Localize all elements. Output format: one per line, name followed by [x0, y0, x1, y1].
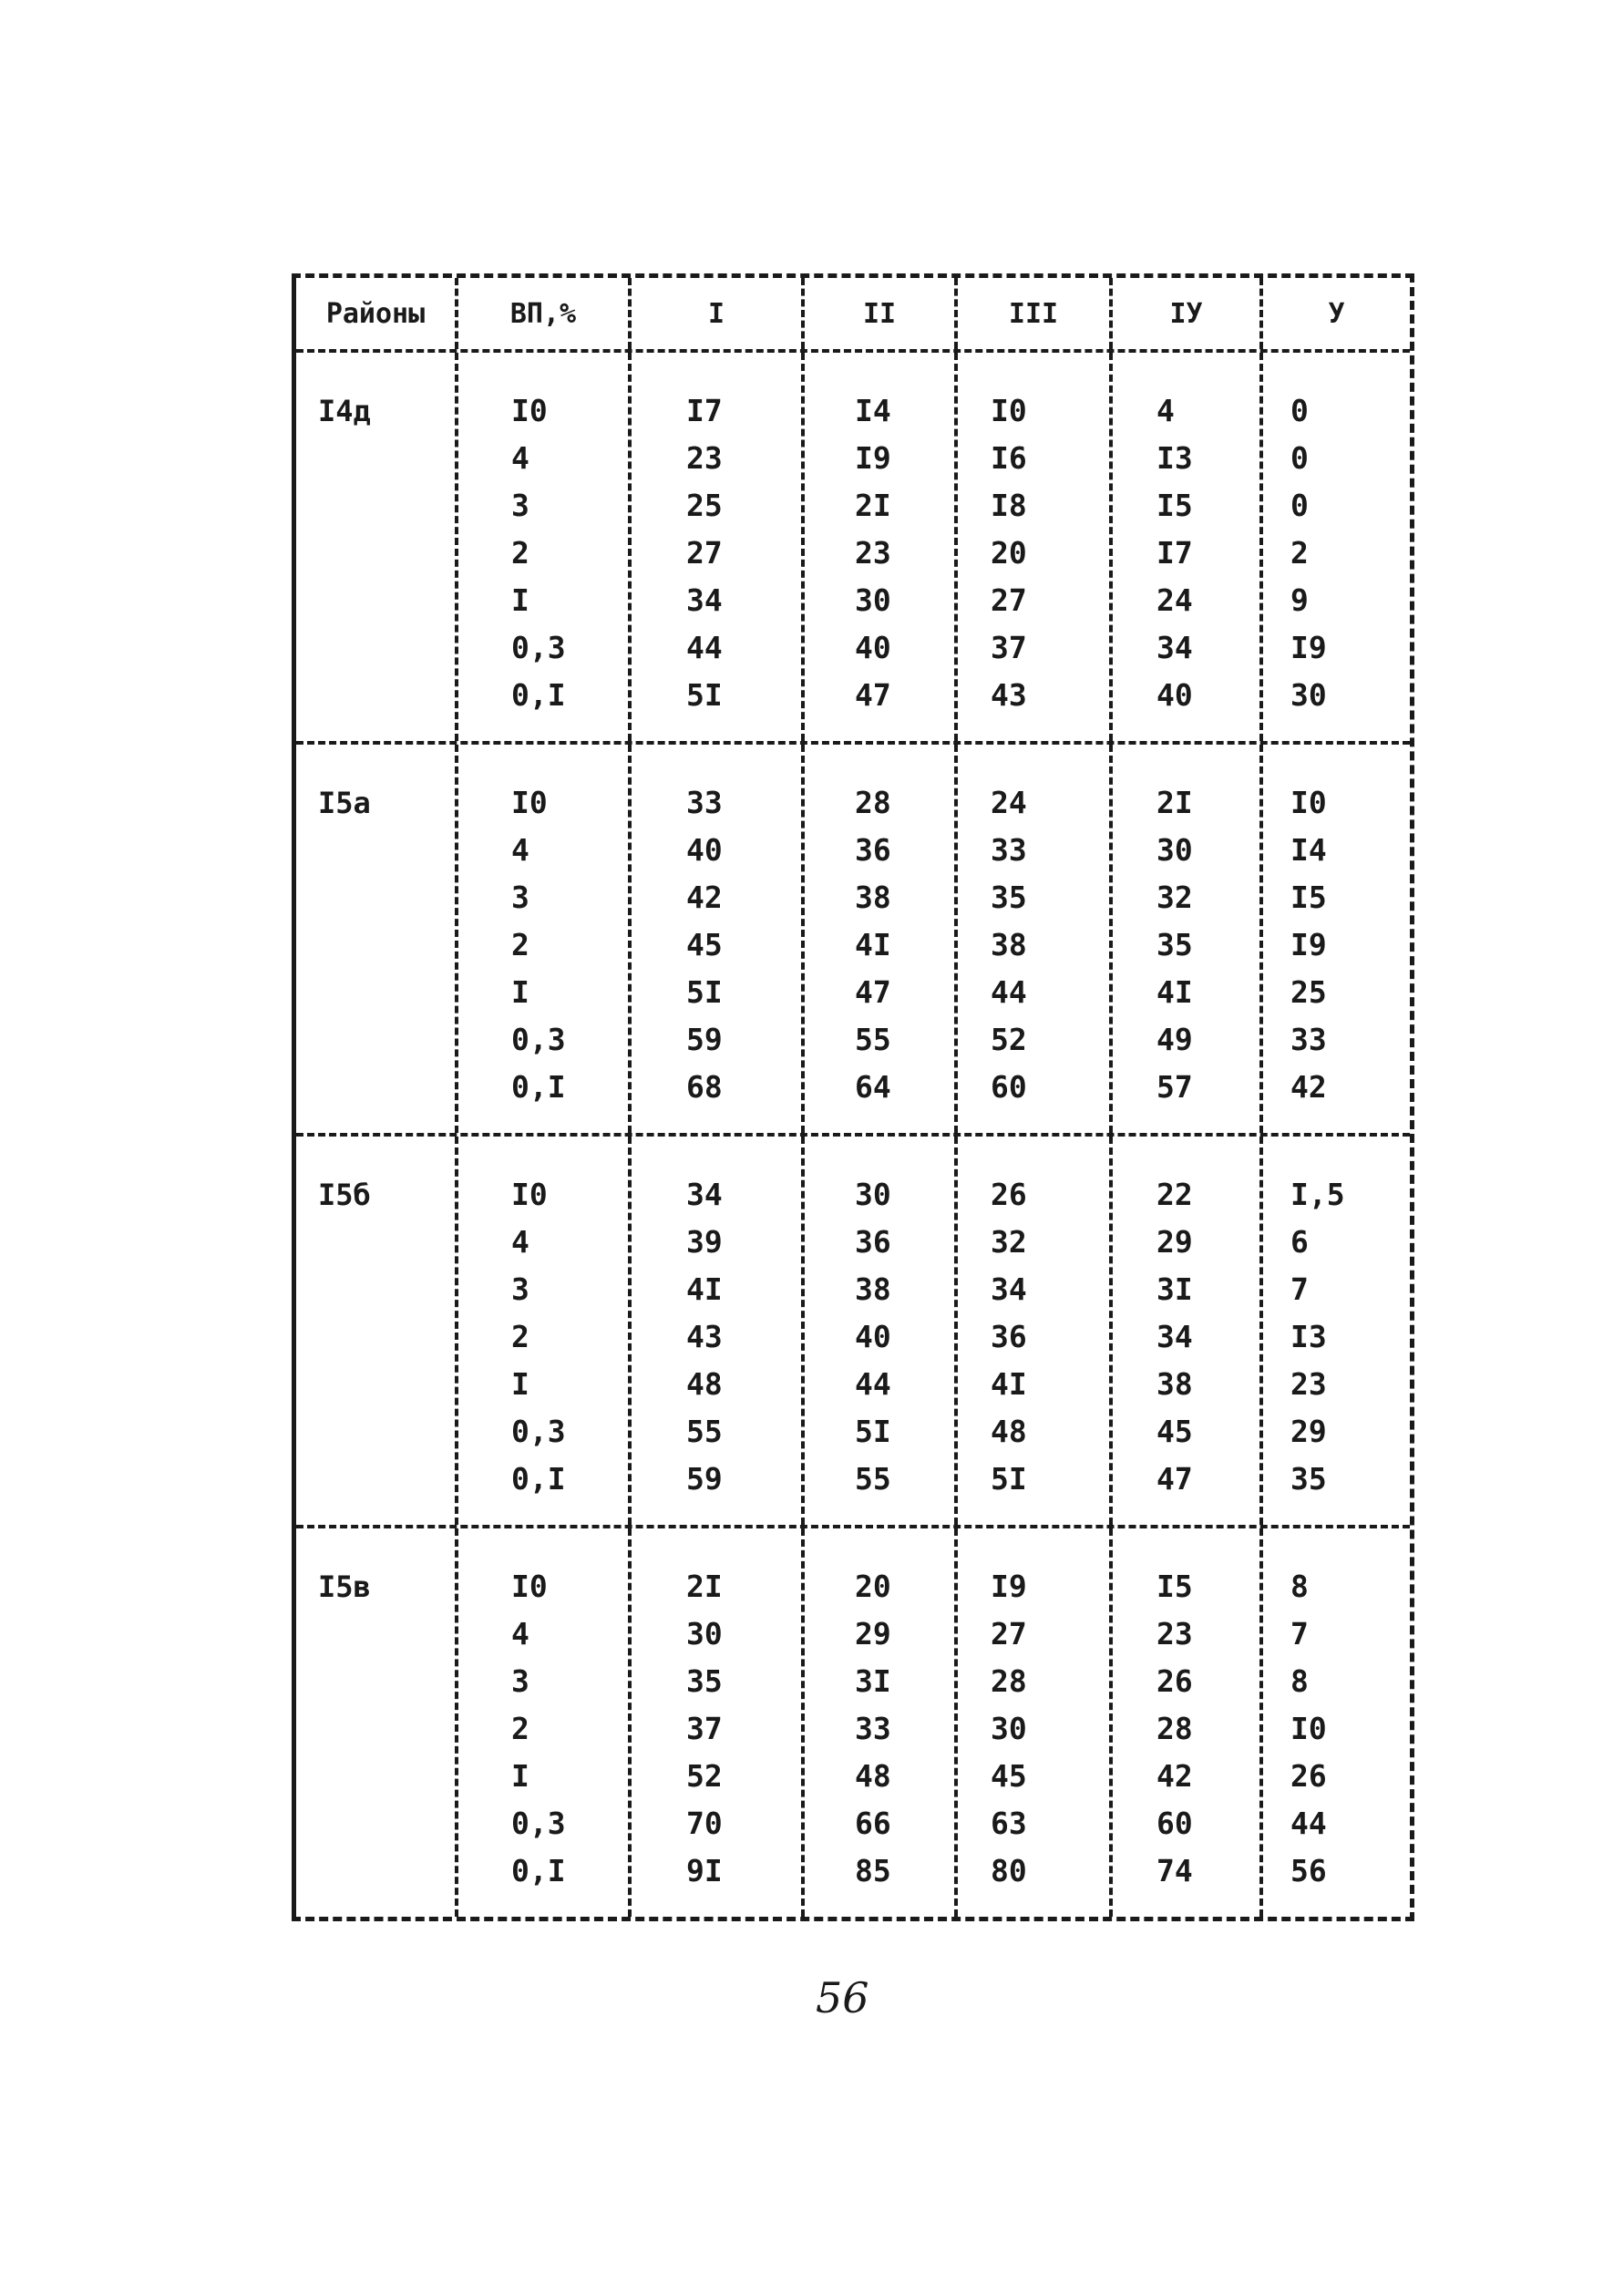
table-value: 3 [511, 488, 529, 523]
col4-cell [1113, 745, 1263, 1133]
table-value: 2 [511, 927, 529, 962]
table-value: 30 [991, 1711, 1027, 1746]
table-value: 30 [1156, 832, 1193, 868]
table-value: 35 [1290, 1461, 1327, 1497]
table-value: 44 [686, 630, 723, 665]
table-value: 42 [686, 880, 723, 915]
table-value: 25 [1290, 974, 1327, 1010]
region-label: I5б [318, 1178, 371, 1212]
table-value: 26 [1290, 1758, 1327, 1794]
table-value: I0 [1290, 785, 1327, 820]
table-value: 39 [686, 1224, 723, 1260]
table-value: I,5 [1290, 1177, 1345, 1212]
table-value: 24 [1156, 582, 1193, 618]
table-value: I7 [686, 393, 723, 428]
col3-cell [958, 745, 1113, 1133]
table-value: 33 [686, 785, 723, 820]
table-value: 2I [686, 1569, 723, 1604]
table-value: 33 [1290, 1022, 1327, 1057]
table-value: 40 [855, 630, 891, 665]
table-value: 44 [855, 1366, 891, 1402]
table-value: I9 [855, 440, 891, 476]
col4-cell [1113, 353, 1263, 741]
table-body [296, 353, 1410, 1917]
table-value: 47 [855, 677, 891, 713]
table-value: 44 [1290, 1806, 1327, 1841]
table-value: 3 [511, 1663, 529, 1699]
table-value: 32 [991, 1224, 1027, 1260]
table-value: 25 [686, 488, 723, 523]
table-value: 43 [686, 1319, 723, 1354]
table-value: I7 [1156, 535, 1193, 571]
table-value: 29 [855, 1616, 891, 1651]
table-value: 0,I [511, 1461, 566, 1497]
region-label: I4д [318, 394, 371, 428]
table-value: 52 [686, 1758, 723, 1794]
table-value: 0,I [511, 1853, 566, 1888]
table-value: 4 [511, 440, 529, 476]
table-value: 59 [686, 1461, 723, 1497]
col3-cell [958, 353, 1113, 741]
col1-cell [632, 745, 805, 1133]
table-value: 6 [1290, 1224, 1309, 1260]
table-value: 45 [686, 927, 723, 962]
col1-cell [632, 353, 805, 741]
table-value: 48 [855, 1758, 891, 1794]
table-value: 56 [1290, 1853, 1327, 1888]
table-value: 35 [991, 880, 1027, 915]
table-value: 4I [1156, 974, 1193, 1010]
table-value: 0,3 [511, 1414, 566, 1449]
col5-cell [1263, 745, 1410, 1133]
table-value: I [511, 582, 529, 618]
table-value: 38 [991, 927, 1027, 962]
table-value: 66 [855, 1806, 891, 1841]
table-value: 38 [855, 880, 891, 915]
table-value: 4I [991, 1366, 1027, 1402]
col3-cell [958, 1137, 1113, 1525]
table-value: 30 [1290, 677, 1327, 713]
table-value: 34 [1156, 1319, 1193, 1354]
table-value: 4 [511, 832, 529, 868]
region-cell [296, 353, 458, 741]
table-value: 2I [1156, 785, 1193, 820]
table-value: 7 [1290, 1271, 1309, 1307]
table-value: 57 [1156, 1069, 1193, 1105]
table-value: I0 [511, 393, 548, 428]
table-value: 27 [686, 535, 723, 571]
header-col-5: У [1328, 297, 1345, 330]
table-value: 28 [1156, 1711, 1193, 1746]
table-value: 48 [991, 1414, 1027, 1449]
table-value: I0 [991, 393, 1027, 428]
table-value: I9 [1290, 630, 1327, 665]
table-value: I0 [511, 785, 548, 820]
table-value: 29 [1156, 1224, 1193, 1260]
table-value: 28 [991, 1663, 1027, 1699]
header-col-1: I [632, 278, 805, 349]
table-value: 0 [1290, 393, 1309, 428]
table-value: I9 [1290, 927, 1327, 962]
table-value: 2 [511, 1319, 529, 1354]
table-value: 74 [1156, 1853, 1193, 1888]
table-value: 60 [1156, 1806, 1193, 1841]
table-value: 2 [511, 535, 529, 571]
table-value: 24 [991, 785, 1027, 820]
table-value: 52 [991, 1022, 1027, 1057]
region-label: I5а [318, 786, 371, 820]
table-value: 20 [991, 535, 1027, 571]
vp-cell [458, 1137, 632, 1525]
table-value: 3I [1156, 1271, 1193, 1307]
table-value: 49 [1156, 1022, 1193, 1057]
region-cell [296, 745, 458, 1133]
table-value: 48 [686, 1366, 723, 1402]
col5-cell [1263, 1137, 1410, 1525]
table-value: 27 [991, 1616, 1027, 1651]
header-col-3: III [958, 278, 1113, 349]
table-value: 4 [1156, 393, 1175, 428]
table-value: I0 [1290, 1711, 1327, 1746]
table-value: I5 [1156, 488, 1193, 523]
table-value: 0 [1290, 488, 1309, 523]
table-value: 35 [1156, 927, 1193, 962]
table-value: 34 [686, 1177, 723, 1212]
table-value: 42 [1290, 1069, 1327, 1105]
table-value: 60 [991, 1069, 1027, 1105]
table-value: 9 [1290, 582, 1309, 618]
table-value: 2I [855, 488, 891, 523]
table-value: I0 [511, 1569, 548, 1604]
table-value: 0 [1290, 440, 1309, 476]
region-label: I5в [318, 1569, 371, 1604]
table-value: 80 [991, 1853, 1027, 1888]
header-vp-percent: ВП,% [458, 278, 632, 349]
table-value: 30 [855, 582, 891, 618]
table-value: 26 [991, 1177, 1027, 1212]
table-value: I [511, 1758, 529, 1794]
table-value: 85 [855, 1853, 891, 1888]
table-value: 32 [1156, 880, 1193, 915]
table-value: 7 [1290, 1616, 1309, 1651]
table-value: 59 [686, 1022, 723, 1057]
table-value: I4 [1290, 832, 1327, 868]
table-value: 5I [855, 1414, 891, 1449]
table-value: 2 [1290, 535, 1309, 571]
table-value: 68 [686, 1069, 723, 1105]
table-value: 22 [1156, 1177, 1193, 1212]
col5-cell [1263, 1528, 1410, 1917]
col2-cell [805, 353, 958, 741]
table-value: I9 [991, 1569, 1027, 1604]
table-value: 34 [1156, 630, 1193, 665]
vp-cell [458, 1528, 632, 1917]
table-value: 47 [1156, 1461, 1193, 1497]
table-value: 37 [991, 630, 1027, 665]
table-value: 30 [855, 1177, 891, 1212]
col2-cell [805, 1137, 958, 1525]
table-value: I6 [991, 440, 1027, 476]
table-value: 3 [511, 1271, 529, 1307]
table-value: 5I [686, 974, 723, 1010]
table-value: 36 [991, 1319, 1027, 1354]
table-value: 64 [855, 1069, 891, 1105]
table-value: 2 [511, 1711, 529, 1746]
table-value: 4 [511, 1224, 529, 1260]
table-value: 36 [855, 832, 891, 868]
table-value: 33 [991, 832, 1027, 868]
table-value: 34 [686, 582, 723, 618]
table-value: 70 [686, 1806, 723, 1841]
table-value: I3 [1156, 440, 1193, 476]
table-value: 3I [855, 1663, 891, 1699]
table-value: 63 [991, 1806, 1027, 1841]
table-value: 23 [855, 535, 891, 571]
table-value: 35 [686, 1663, 723, 1699]
table-value: 4 [511, 1616, 529, 1651]
table-value: 40 [855, 1319, 891, 1354]
region-cell [296, 1137, 458, 1525]
table-value: 55 [855, 1022, 891, 1057]
table-value: 42 [1156, 1758, 1193, 1794]
table-value: 34 [991, 1271, 1027, 1307]
table-value: 30 [686, 1616, 723, 1651]
table-value: 23 [1156, 1616, 1193, 1651]
table-value: 0,I [511, 1069, 566, 1105]
col2-cell [805, 745, 958, 1133]
region-cell [296, 1528, 458, 1917]
col1-cell [632, 1137, 805, 1525]
table-value: 3 [511, 880, 529, 915]
table-value: 47 [855, 974, 891, 1010]
table-value: 8 [1290, 1663, 1309, 1699]
table-value: 55 [855, 1461, 891, 1497]
col2-cell [805, 1528, 958, 1917]
table-value: 40 [686, 832, 723, 868]
table-value: 23 [1290, 1366, 1327, 1402]
table-value: 37 [686, 1711, 723, 1746]
table-value: 23 [686, 440, 723, 476]
col4-cell [1113, 1137, 1263, 1525]
col4-cell [1113, 1528, 1263, 1917]
table-value: 33 [855, 1711, 891, 1746]
table-value: 4I [855, 927, 891, 962]
table-value: 8 [1290, 1569, 1309, 1604]
table-value: 45 [991, 1758, 1027, 1794]
table-value: 0,3 [511, 1806, 566, 1841]
table-group-row [296, 745, 1410, 1137]
vp-cell [458, 745, 632, 1133]
table-value: 0,3 [511, 1022, 566, 1057]
table-value: 0,3 [511, 630, 566, 665]
table-value: I4 [855, 393, 891, 428]
table-value: 38 [855, 1271, 891, 1307]
table-group-row [296, 1528, 1410, 1917]
header-col-4: IУ [1113, 278, 1263, 349]
table-value: 44 [991, 974, 1027, 1010]
table-value: I5 [1156, 1569, 1193, 1604]
table-value: 4I [686, 1271, 723, 1307]
table-group-row [296, 1137, 1410, 1528]
table-value: 36 [855, 1224, 891, 1260]
table-value: 5I [686, 677, 723, 713]
col3-cell [958, 1528, 1113, 1917]
table-value: 20 [855, 1569, 891, 1604]
table-value: 0,I [511, 677, 566, 713]
table-group-row [296, 353, 1410, 745]
table-value: 38 [1156, 1366, 1193, 1402]
table-value: 5I [991, 1461, 1027, 1497]
table-value: 29 [1290, 1414, 1327, 1449]
col5-cell [1263, 353, 1410, 741]
table-value: 9I [686, 1853, 723, 1888]
table-value: 43 [991, 677, 1027, 713]
table-value: 55 [686, 1414, 723, 1449]
table-value: I3 [1290, 1319, 1327, 1354]
header-regions: Районы [296, 278, 458, 349]
table-value: I [511, 1366, 529, 1402]
table-value: 28 [855, 785, 891, 820]
col1-cell [632, 1528, 805, 1917]
table-header-row [296, 278, 1410, 353]
data-table [292, 273, 1414, 1921]
table-value: I [511, 974, 529, 1010]
table-value: 27 [991, 582, 1027, 618]
table-value: 40 [1156, 677, 1193, 713]
table-value: I8 [991, 488, 1027, 523]
table-value: I5 [1290, 880, 1327, 915]
table-value: 45 [1156, 1414, 1193, 1449]
vp-cell [458, 353, 632, 741]
page-number: 56 [816, 1973, 869, 2022]
header-col-2: II [805, 278, 958, 349]
table-value: 26 [1156, 1663, 1193, 1699]
table-value: I0 [511, 1177, 548, 1212]
